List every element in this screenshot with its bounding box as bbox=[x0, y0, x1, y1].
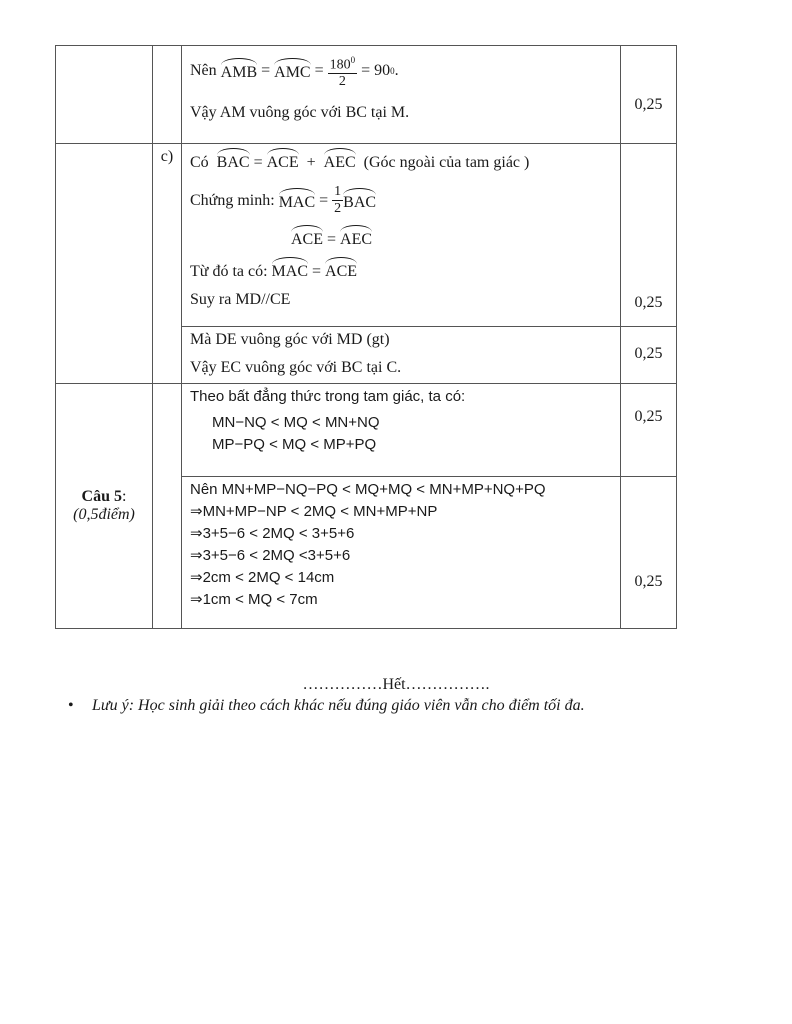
question-cell-cau5 bbox=[56, 384, 153, 629]
tu-do-line: Từ đó ta có: MAC = ACE bbox=[190, 257, 612, 283]
angle-amc: AMC bbox=[274, 58, 310, 84]
step-6: ⇒1cm < MQ < 7cm bbox=[190, 591, 318, 608]
cau5-title-bold: Câu 5 bbox=[81, 488, 122, 505]
text-tu-do: Từ đó ta có: bbox=[190, 263, 268, 280]
half-den: 2 bbox=[334, 201, 342, 216]
cau5-points: (0,5điểm) bbox=[73, 506, 135, 523]
score-cell-b bbox=[621, 46, 677, 144]
angle-mac: MAC bbox=[279, 188, 315, 214]
result-sup: 0 bbox=[390, 66, 395, 76]
note-line bbox=[68, 697, 585, 715]
answer-key-table bbox=[55, 45, 677, 629]
angle-aec-2: AEC bbox=[340, 225, 372, 251]
exterior-angle-note: (Góc ngoài của tam giác ) bbox=[363, 154, 530, 171]
solution-cell-c bbox=[182, 144, 621, 327]
angle-bac: BAC bbox=[217, 148, 250, 174]
part-cell-empty-3 bbox=[153, 384, 182, 629]
cau5-colon: : bbox=[122, 488, 127, 505]
score-cell-cau5-a bbox=[621, 384, 677, 477]
text-co: Có bbox=[190, 154, 209, 171]
step-2: ⇒MN+MP−NP < 2MQ < MN+MP+NP bbox=[190, 503, 438, 520]
conclusion-am-perp-bc: Vậy AM vuông góc với BC tại M. bbox=[190, 104, 410, 121]
triangle-inequality-intro: Theo bất đẳng thức trong tam giác, ta có: bbox=[190, 388, 466, 405]
score-cell-cau5-b bbox=[621, 477, 677, 629]
score-c2: 0,25 bbox=[634, 345, 663, 362]
result-90: 90 bbox=[374, 62, 391, 79]
score-cau5-a: 0,25 bbox=[634, 408, 663, 425]
bullet-icon: • bbox=[68, 697, 74, 714]
note-text: Lưu ý: Học sinh giải theo cách khác nếu đúng giáo viên vẫn cho điểm tối đa. bbox=[92, 697, 585, 714]
solution-cell-c2 bbox=[182, 327, 621, 384]
solution-cell-cau5-b bbox=[182, 477, 621, 629]
score-c1: 0,25 bbox=[634, 294, 663, 311]
question-cell-empty-2 bbox=[56, 144, 153, 384]
fraction-180-over-2 bbox=[328, 52, 358, 91]
score-cell-c2 bbox=[621, 327, 677, 384]
solution-cell-b bbox=[182, 46, 621, 144]
half-num: 1 bbox=[334, 184, 342, 199]
angle-bac-2: BAC bbox=[343, 188, 376, 214]
ec-perp-bc: Vậy EC vuông góc với BC tại C. bbox=[190, 359, 402, 376]
angle-mac-2: MAC bbox=[272, 257, 308, 283]
step-3: ⇒3+5−6 < 2MQ < 3+5+6 bbox=[190, 525, 355, 542]
score-b: 0,25 bbox=[634, 96, 663, 113]
ineq-mn-nq: MN−NQ < MQ < MN+NQ bbox=[212, 414, 380, 431]
part-cell-c bbox=[153, 144, 182, 384]
part-label-c: c) bbox=[160, 148, 174, 165]
fraction-half bbox=[332, 184, 343, 217]
cau5-title bbox=[56, 488, 152, 506]
frac-num-sup: 0 bbox=[350, 54, 356, 65]
text-chung-minh: Chứng minh: bbox=[190, 191, 275, 209]
frac-num: 180 bbox=[329, 57, 351, 73]
row-cau5-a bbox=[56, 384, 677, 477]
angle-ace: ACE bbox=[267, 148, 299, 174]
de-perp-md: Mà DE vuông góc với MD (gt) bbox=[190, 331, 390, 348]
ace-aec-line: ACE = AEC bbox=[190, 225, 612, 251]
md-parallel-ce: Suy ra MD//CE bbox=[190, 291, 291, 308]
angle-ace-3: ACE bbox=[325, 257, 357, 283]
step-5: ⇒2cm < 2MQ < 14cm bbox=[190, 569, 335, 586]
angle-sum-line: Có BAC = ACE + AEC (Góc ngoài của tam giác ) bbox=[190, 148, 612, 174]
row-part-c bbox=[56, 144, 677, 327]
score-cell-c1 bbox=[621, 144, 677, 327]
row-part-b bbox=[56, 46, 677, 144]
question-cell-empty bbox=[56, 46, 153, 144]
angle-equation: Nên AMB = AMC = $\frac{180^0}{2}$ = 90 0 . bbox=[190, 48, 612, 94]
part-cell-empty bbox=[153, 46, 182, 144]
ineq-mp-pq: MP−PQ < MQ < MP+PQ bbox=[212, 436, 377, 453]
end-marker: ……………Hết……………. bbox=[302, 676, 490, 693]
frac-den: 2 bbox=[338, 74, 346, 90]
angle-aec: AEC bbox=[324, 148, 356, 174]
solution-cell-cau5-a bbox=[182, 384, 621, 477]
angle-ace-2: ACE bbox=[291, 225, 323, 251]
proof-mac-line: Chứng minh: MAC = $\frac{1}{2}$ BAC bbox=[190, 184, 377, 216]
step-4: ⇒3+5−6 < 2MQ <3+5+6 bbox=[190, 547, 351, 564]
angle-amb: AMB bbox=[221, 58, 257, 84]
score-cau5-b: 0,25 bbox=[634, 573, 663, 590]
text-nen: Nên bbox=[190, 62, 217, 79]
step-1: Nên MN+MP−NQ−PQ < MQ+MQ < MN+MP+NQ+PQ bbox=[190, 481, 546, 498]
